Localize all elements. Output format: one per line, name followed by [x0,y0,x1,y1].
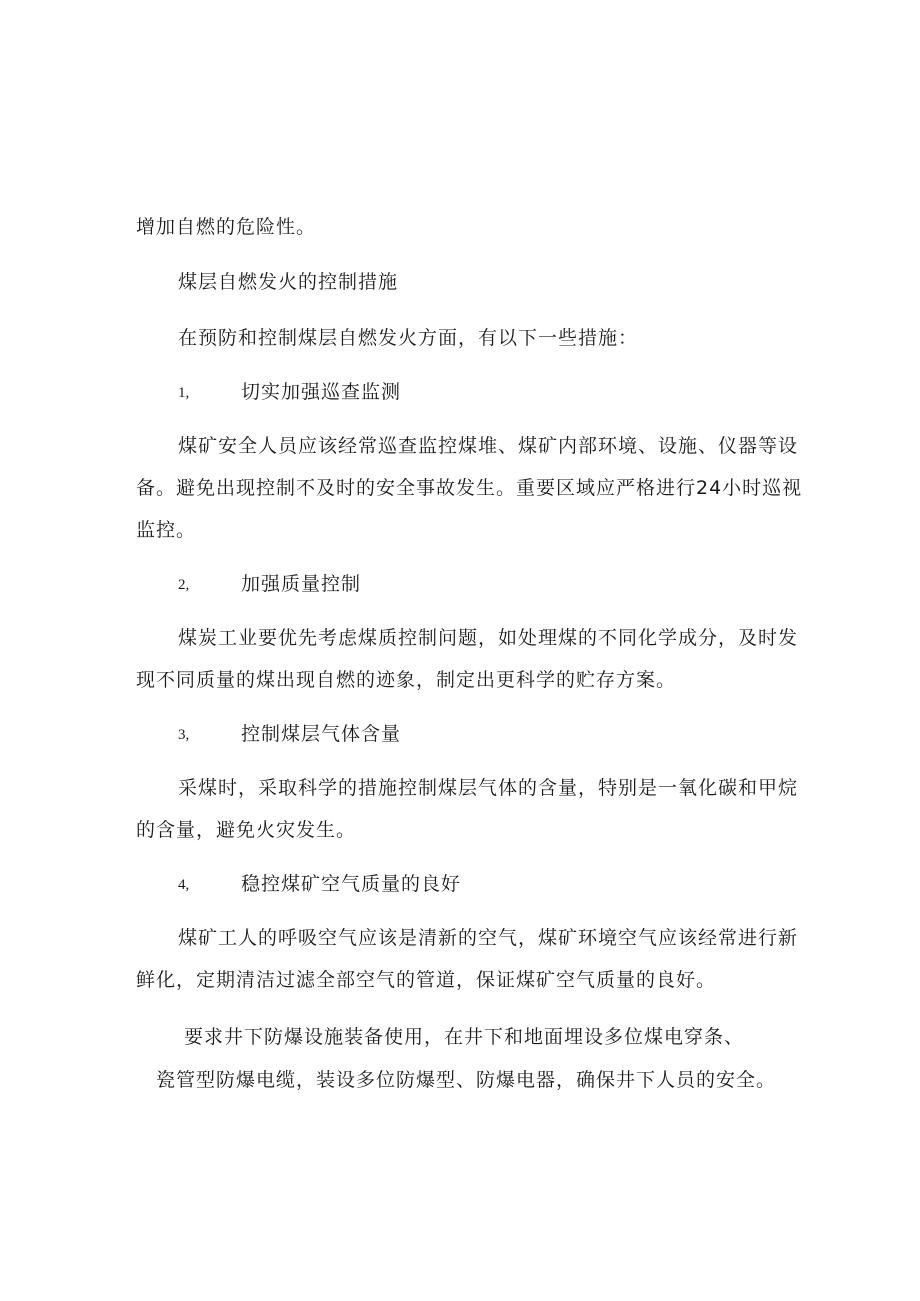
closing-line: 要求井下防爆设施装备使用，在井下和地面埋设多位煤电穿条、 [184,1026,745,1048]
item-4-heading: 稳控煤矿空气质量的良好 [241,873,462,895]
item-2-number: 2, [178,577,190,593]
item-1-body-line: 煤矿安全人员应该经常巡查监控煤堆、煤矿内部环境、设施、仪器等设 [178,435,799,457]
item-1-body-line: 备。避免出现控制不及时的安全事故发生。重要区域应严格进行24小时巡视 [136,477,803,499]
closing-line: 瓷管型防爆电缆，装设多位防爆型、防爆电器，确保井下人员的安全。 [156,1069,777,1091]
item-1-heading: 切实加强巡查监测 [241,381,402,403]
item-3-heading: 控制煤层气体含量 [241,723,402,745]
item-2-heading: 加强质量控制 [241,573,362,595]
section-title: 煤层自燃发火的控制措施 [178,271,399,293]
item-1-number: 1, [178,385,190,401]
item-4-number: 4, [178,877,190,893]
item-2-body-line: 现不同质量的煤出现自燃的迹象，制定出更科学的贮存方案。 [136,669,677,691]
item-2-body-line: 煤炭工业要优先考虑煤质控制问题，如处理煤的不同化学成分，及时发 [178,627,799,649]
intro-measures-text: 在预防和控制煤层自燃发火方面，有以下一些措施： [178,327,639,349]
item-1-body-line: 监控。 [136,519,197,541]
item-3-body-line: 的含量，避免火灾发生。 [136,819,357,841]
item-4-body-line: 煤矿工人的呼吸空气应该是清新的空气，煤矿环境空气应该经常进行新 [178,927,799,949]
item-3-number: 3, [178,727,190,743]
item-4-body-line: 鲜化，定期清洁过滤全部空气的管道，保证煤矿空气质量的良好。 [136,969,717,991]
intro-tail-text: 增加自燃的危险性。 [136,216,317,238]
item-3-body-line: 采煤时，采取科学的措施控制煤层气体的含量，特别是一氧化碳和甲烷 [178,777,799,799]
